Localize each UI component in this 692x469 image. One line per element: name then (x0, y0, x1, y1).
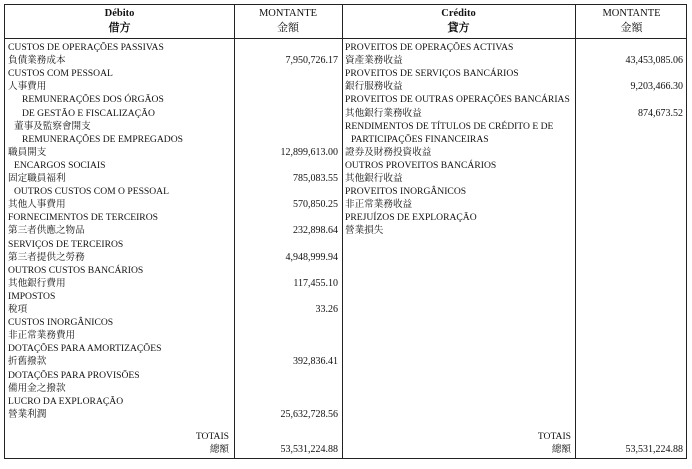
credit-item-label: 證券及財務投資收益 (345, 147, 432, 158)
debit-item-label: CUSTOS DE OPERAÇÕES PASSIVAS (8, 42, 164, 53)
credit-item-label: PREJUÍZOS DE EXPLORAÇÃO (345, 212, 477, 223)
credit-item-label: PROVEITOS DE OPERAÇÕES ACTIVAS (345, 42, 514, 53)
debit-item-amount: 785,083.55 (293, 173, 338, 184)
debit-item-label: 第三者供應之物品 (8, 225, 85, 236)
credit-header-zh: 貸方 (447, 22, 470, 34)
debit-item-amount: 4,948,999.94 (285, 252, 338, 263)
debit-item-amount: 392,836.41 (293, 356, 338, 367)
debit-item-label: 稅項 (8, 304, 28, 315)
credit-item-amount: 9,203,466.30 (630, 81, 683, 92)
credit-header (342, 5, 575, 39)
debit-item-label: 折舊撥款 (8, 356, 47, 367)
debit-header-pt: Débito (104, 8, 135, 19)
credit-item-label: PROVEITOS DE OUTRAS OPERAÇÕES BANCÁRIAS (345, 94, 570, 105)
debit-amount-header (234, 5, 342, 39)
debit-item-label: FORNECIMENTOS DE TERCEIROS (8, 212, 158, 223)
debit-item-amount: 33.26 (315, 304, 338, 315)
amount-header-zh: 金額 (277, 22, 299, 34)
credit-item-amount: 874,673.52 (638, 108, 683, 119)
debit-item-label: CUSTOS COM PESSOAL (8, 68, 113, 79)
amount-header-pt: MONTANTE (258, 8, 318, 19)
debit-item-label: 其他人事費用 (8, 199, 66, 210)
debit-item-label: ENCARGOS SOCIAIS (14, 160, 106, 171)
debit-header (5, 5, 234, 39)
debit-item-label: DE GESTÃO E FISCALIZAÇÃO (22, 108, 155, 119)
credit-amount-header (575, 5, 688, 39)
debit-item-label: DOTAÇÕES PARA AMORTIZAÇÕES (8, 343, 162, 354)
debit-item-amount: 570,850.25 (293, 199, 338, 210)
debit-item-amount: 117,455.10 (293, 278, 338, 289)
debit-total-amount: 53,531,224.88 (280, 444, 338, 455)
debit-item-label: SERVIÇOS DE TERCEIROS (8, 239, 124, 250)
debit-item-label: REMUNERAÇÕES DOS ÓRGÃOS (22, 94, 164, 105)
credit-item-label: 銀行服務收益 (345, 81, 403, 92)
debit-item-label: IMPOSTOS (8, 291, 56, 302)
amount-header-pt: MONTANTE (602, 8, 661, 19)
debit-item-label: 第三者提供之勞務 (8, 252, 85, 263)
credit-header-pt: Crédito (441, 8, 476, 19)
debit-totals-label-pt: TOTAIS (195, 431, 229, 442)
debit-item-label: 負債業務成本 (8, 55, 66, 66)
credit-item-label: PROVEITOS DE SERVIÇOS BANCÁRIOS (345, 68, 519, 79)
credit-item-label: 資產業務收益 (345, 55, 403, 66)
debit-item-label: 董事及監察會開支 (14, 121, 91, 132)
debit-item-label: 非正常業務費用 (8, 330, 76, 341)
credit-item-label: RENDIMENTOS DE TÍTULOS DE CRÉDITO E DE (345, 121, 554, 132)
credit-item-label: PROVEITOS INORGÂNICOS (345, 186, 467, 197)
credit-item-label: 其他銀行業務收益 (345, 108, 422, 119)
debit-item-label: 備用金之撥款 (8, 383, 66, 394)
debit-item-amount: 12,899,613.00 (280, 147, 338, 158)
debit-item-label: OUTROS CUSTOS BANCÁRIOS (8, 265, 144, 276)
credit-total-amount: 53,531,224.88 (625, 444, 683, 455)
debit-item-amount: 25,632,728.56 (280, 409, 338, 420)
debit-item-label: OUTROS CUSTOS COM O PESSOAL (14, 186, 169, 197)
column-divider (575, 5, 576, 458)
credit-totals-label-pt: TOTAIS (537, 431, 571, 442)
credit-item-label: OUTROS PROVEITOS BANCÁRIOS (345, 160, 497, 171)
debit-item-label: LUCRO DA EXPLORAÇÃO (8, 396, 124, 407)
credit-item-label: 其他銀行收益 (345, 173, 403, 184)
profit-and-loss-table (4, 4, 687, 459)
credit-item-label: PARTICIPAÇÕES FINANCEIRAS (351, 134, 489, 145)
debit-item-label: 其他銀行費用 (8, 278, 66, 289)
debit-item-label: DOTAÇÕES PARA PROVISÕES (8, 370, 140, 381)
debit-item-label: REMUNERAÇÕES DE EMPREGADOS (22, 134, 183, 145)
debit-item-label: 職員開支 (8, 147, 47, 158)
debit-item-label: 營業利潤 (8, 409, 47, 420)
debit-item-label: 人事費用 (8, 81, 47, 92)
credit-totals-label-zh: 總額 (551, 444, 571, 455)
debit-item-amount: 232,898.64 (293, 225, 338, 236)
credit-item-label: 營業損失 (345, 225, 384, 236)
debit-item-label: 固定職員福利 (8, 173, 66, 184)
debit-item-amount: 7,950,726.17 (285, 55, 338, 66)
column-divider (342, 5, 343, 458)
credit-item-label: 非正常業務收益 (345, 199, 413, 210)
debit-header-zh: 借方 (108, 22, 131, 34)
credit-item-amount: 43,453,085.06 (625, 55, 683, 66)
debit-totals-label-zh: 總額 (209, 444, 229, 455)
debit-item-label: CUSTOS INORGÂNICOS (8, 317, 114, 328)
amount-header-zh: 金額 (620, 22, 643, 34)
